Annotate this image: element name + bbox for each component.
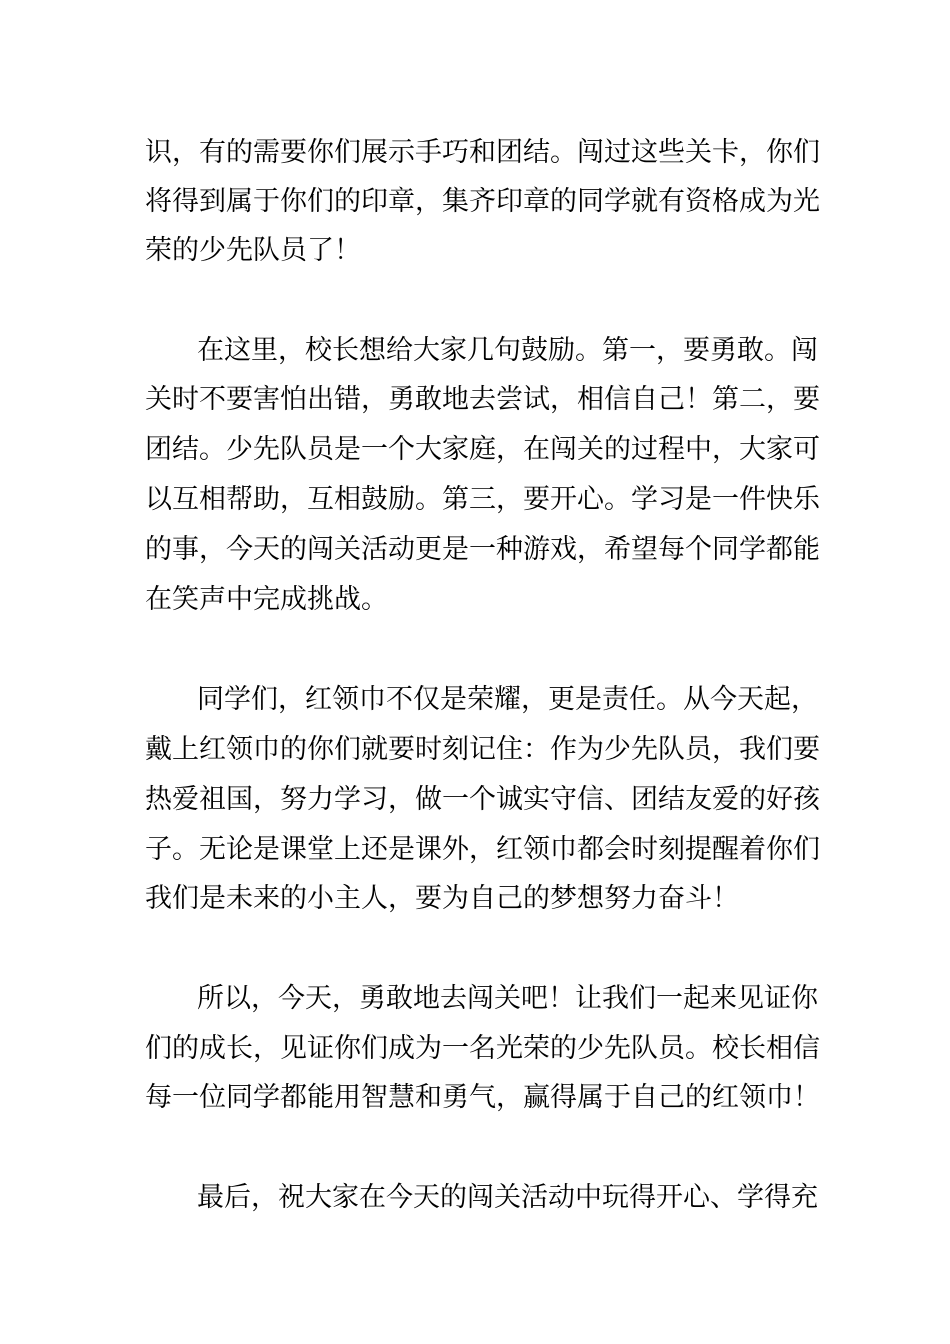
paragraph-line: 在这里，校长想给大家几句鼓励。第一，要勇敢。闯 bbox=[197, 335, 818, 366]
paragraph-line: 们的成长，见证你们成为一名光荣的少先队员。校长相信 bbox=[145, 1033, 820, 1064]
paragraph-line: 子。无论是课堂上还是课外，红领巾都会时刻提醒着你们 bbox=[145, 834, 820, 865]
paragraph-line: 戴上红领巾的你们就要时刻记住：作为少先队员，我们要 bbox=[145, 734, 820, 765]
paragraph-line: 关时不要害怕出错，勇敢地去尝试，相信自己！第二，要 bbox=[145, 384, 820, 415]
paragraph-line: 最后，祝大家在今天的闯关活动中玩得开心、学得充 bbox=[197, 1182, 818, 1213]
paragraph-line: 识，有的需要你们展示手巧和团结。闯过这些关卡，你们 bbox=[145, 137, 820, 168]
paragraph-line: 每一位同学都能用智慧和勇气，赢得属于自己的红领巾！ bbox=[145, 1082, 820, 1113]
paragraph-line: 同学们，红领巾不仅是荣耀，更是责任。从今天起， bbox=[197, 684, 818, 715]
paragraph-line: 将得到属于你们的印章，集齐印章的同学就有资格成为光 bbox=[145, 186, 820, 217]
paragraph-line: 热爱祖国，努力学习，做一个诚实守信、团结友爱的好孩 bbox=[145, 784, 820, 815]
paragraph-line: 的事，今天的闯关活动更是一种游戏，希望每个同学都能 bbox=[145, 534, 820, 565]
paragraph-line: 我们是未来的小主人，要为自己的梦想努力奋斗！ bbox=[145, 883, 739, 914]
paragraph-line: 荣的少先队员了！ bbox=[145, 235, 361, 266]
paragraph-line: 团结。少先队员是一个大家庭，在闯关的过程中，大家可 bbox=[145, 434, 820, 465]
paragraph-line: 所以，今天，勇敢地去闯关吧！让我们一起来见证你 bbox=[197, 983, 818, 1014]
paragraph-line: 在笑声中完成挑战。 bbox=[145, 584, 388, 615]
paragraph-line: 以互相帮助，互相鼓励。第三，要开心。学习是一件快乐 bbox=[145, 484, 820, 515]
